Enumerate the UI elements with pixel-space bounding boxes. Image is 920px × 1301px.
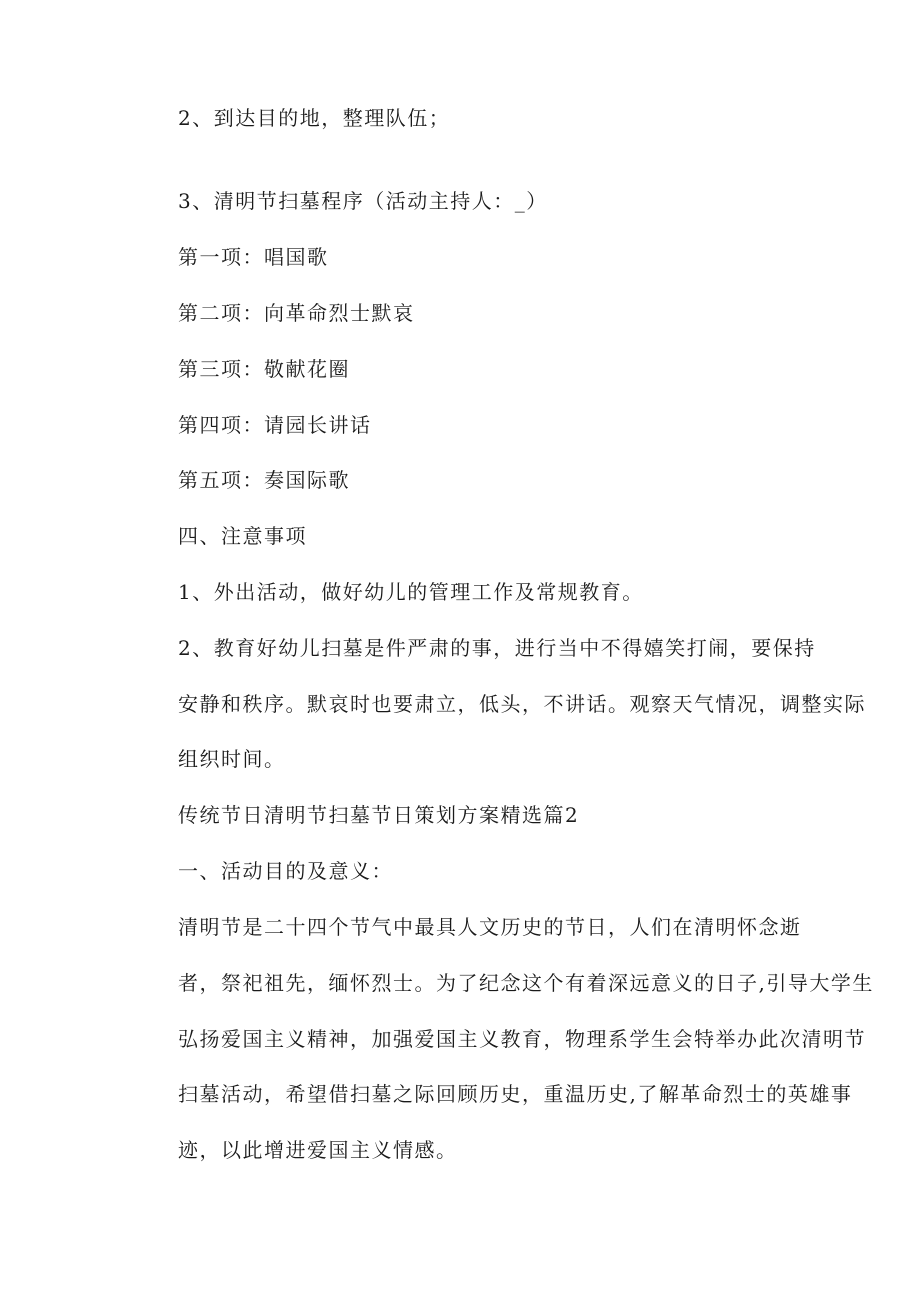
notice-item-2-line-2: 安静和秩序。默哀时也要肃立，低头，不讲话。观察天气情况，调整实际 xyxy=(178,692,866,716)
purpose-line-3: 弘扬爱国主义精神，加强爱国主义教育，物理系学生会特举办此次清明节 xyxy=(178,1027,866,1051)
step-ceremony-program: 3、清明节扫墓程序（活动主持人：_） xyxy=(178,189,548,213)
program-item-2: 第二项：向革命烈士默哀 xyxy=(178,301,415,325)
purpose-line-4: 扫墓活动，希望借扫墓之际回顾历史，重温历史,了解革命烈士的英雄事 xyxy=(178,1082,853,1106)
program-item-3: 第三项：敬献花圈 xyxy=(178,357,350,381)
step-arrive: 2、到达目的地，整理队伍； xyxy=(178,106,451,130)
program-item-4: 第四项：请园长讲话 xyxy=(178,413,372,437)
purpose-line-5: 迹，以此增进爱国主义情感。 xyxy=(178,1138,458,1162)
purpose-line-1: 清明节是二十四个节气中最具人文历史的节日，人们在清明怀念逝 xyxy=(178,915,802,939)
notice-item-2-line-1: 2、教育好幼儿扫墓是件严肃的事，进行当中不得嬉笑打闹，要保持 xyxy=(178,636,816,660)
program-item-1: 第一项：唱国歌 xyxy=(178,245,329,269)
subsection-title: 一、活动目的及意义： xyxy=(178,859,393,883)
notice-item-1: 1、外出活动，做好幼儿的管理工作及常规教育。 xyxy=(178,580,644,604)
notice-item-2-line-3: 组织时间。 xyxy=(178,747,286,771)
purpose-line-2: 者，祭祀祖先，缅怀烈士。为了纪念这个有着深远意义的日子,引导大学生 xyxy=(178,971,874,995)
program-item-5: 第五项：奏国际歌 xyxy=(178,468,350,492)
section-title: 传统节日清明节扫墓节日策划方案精选篇2 xyxy=(178,803,580,827)
notice-heading: 四、注意事项 xyxy=(178,524,307,548)
